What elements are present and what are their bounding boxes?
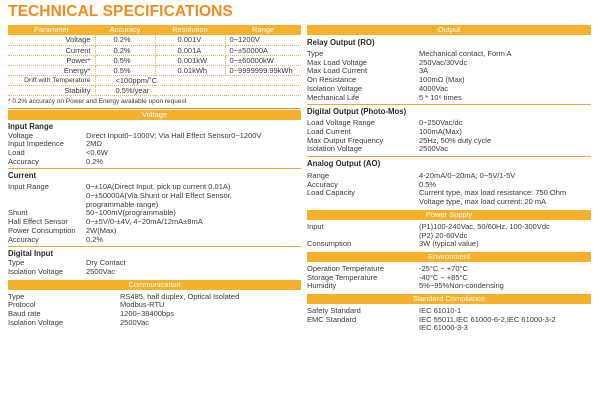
spec-label: Storage Temperature [307, 272, 378, 282]
spec-label: Max Load Current [307, 66, 368, 76]
spec-value: 3W (typical value) [419, 239, 479, 249]
spec-value: 1200~38400bps [120, 309, 175, 319]
param-range: 0~±60000kW [225, 55, 301, 65]
environment-bar: Environment [307, 252, 591, 262]
param-resolution: 0.001kW [155, 55, 225, 65]
spec-label: Voltage [8, 130, 34, 140]
divider [8, 108, 301, 109]
spec-value-line: IEC 55011,IEC 61000-6-2,IEC 61000-3-2 [419, 314, 556, 324]
spec-value: 100mΩ (Max) [419, 75, 465, 85]
spec-label: Type [8, 291, 25, 301]
spec-value: 3A [419, 66, 429, 76]
spec-label: Type [8, 258, 25, 268]
spec-label: Power Consumption [8, 225, 76, 235]
header-range: Range [225, 25, 301, 35]
spec-row [8, 319, 301, 328]
param-range: 0~±50000A [225, 45, 301, 55]
spec-value-line: IEC 61000-3-3 [419, 323, 468, 333]
standard-compliance-bar: Standard Compliance [307, 294, 591, 304]
param-name: Power* [8, 55, 95, 65]
input-range-heading: Input Range [8, 121, 54, 131]
spec-table [8, 25, 301, 96]
accuracy-note: * 0.2% accuracy on Power and Energy available upon request [8, 97, 187, 105]
spec-value: -25°C ~ +70°C [419, 263, 468, 273]
spec-value: 0~250Vac/dc [419, 118, 463, 128]
current-heading: Current [8, 171, 37, 181]
spec-label: Safety Standard [307, 306, 361, 316]
stability-label: Stability [8, 85, 95, 95]
spec-value: Dry Contact [86, 258, 126, 268]
header-accuracy: Accuracy [95, 25, 155, 35]
spec-row [8, 227, 301, 236]
param-resolution: 0.001V [155, 35, 225, 45]
spec-row [8, 183, 301, 209]
spec-value [419, 316, 591, 333]
spec-value: RS485, half duplex, Optical Isolated [120, 291, 240, 301]
spec-label: Isolation Voltage [8, 317, 64, 327]
param-name: Voltage [8, 35, 95, 45]
spec-value: 0.2% [86, 156, 104, 166]
spec-row [307, 316, 591, 333]
spec-row [8, 268, 301, 277]
spec-row [307, 282, 591, 291]
spec-label: Load [8, 147, 25, 157]
param-accuracy: 0.2% [95, 45, 155, 55]
header-resolution: Resolution [155, 25, 225, 35]
spec-label: Input Impedence [8, 139, 64, 149]
spec-row [307, 223, 591, 240]
spec-value-line: (P2) 20-60Vdc [419, 230, 468, 240]
page-title: TECHNICAL SPECIFICATIONS [8, 3, 233, 20]
voltage-bar: Voltage [8, 110, 301, 120]
param-resolution: 0.001A [155, 45, 225, 55]
drift-value: <100ppm/˚C [95, 75, 301, 85]
spec-value: Mechanical contact, Form A [419, 49, 512, 58]
spec-label: Mechanical Life [307, 92, 360, 102]
spec-value-line: Voltage type, max load current: 20 mA [419, 197, 547, 207]
spec-value: 4000Vac [419, 83, 449, 93]
spec-label: Isolation Voltage [8, 266, 64, 276]
digital-input-heading: Digital Input [8, 249, 54, 259]
spec-value: 2500Vac [120, 317, 150, 327]
spec-value: 2W(Max) [86, 225, 117, 235]
param-resolution: 0.01kWh [155, 65, 225, 75]
spec-table-header [8, 25, 301, 35]
spec-row [307, 172, 591, 181]
spec-value: 2MΩ [86, 139, 103, 149]
spec-label: Load Capacity [307, 188, 355, 198]
communication-bar: Communication [8, 280, 301, 290]
spec-value: 4-20mA/0~20mA; 0~5V/1-5V [419, 171, 516, 181]
power-supply-bar: Power Supply [307, 210, 591, 220]
spec-label: Shunt [8, 208, 28, 218]
spec-value: Modbus-RTU [120, 300, 165, 310]
spec-row [8, 236, 301, 245]
relay-output-heading: Relay Output (RO) [307, 38, 375, 47]
spec-label: Consumption [307, 239, 352, 249]
spec-label: EMC Standard [307, 314, 357, 324]
spec-label: On Resistance [307, 75, 357, 85]
spec-value: 0.2% [86, 234, 104, 244]
spec-label: Operation Temperature [307, 263, 384, 273]
analog-output-heading: Analog Output (AO) [307, 159, 381, 169]
spec-value: 2500Vac [419, 144, 449, 154]
spec-label: Accuracy [8, 234, 39, 244]
spec-value-line: 0~±10A(Direct Input, pick up current 0.01A) [86, 182, 231, 192]
spec-label: Isolation Voltage [307, 144, 363, 154]
spec-value: 25Hz, 50% duty cycle [419, 135, 492, 145]
spec-value: 2500Vac [86, 266, 116, 276]
spec-label: Protocol [8, 300, 36, 310]
param-accuracy: 0.2% [95, 35, 155, 45]
spec-label: Load Voltage Range [307, 118, 375, 128]
spec-value [419, 189, 591, 206]
drift-label: Drift with Temperature [8, 75, 95, 85]
spec-value: <0.6W [86, 147, 108, 157]
table-row [8, 45, 301, 55]
spec-label: Input Range [8, 182, 49, 192]
spec-value: IEC 61010-1 [419, 306, 462, 316]
spec-row [307, 94, 591, 103]
spec-label: Max Load Voltage [307, 57, 368, 67]
spec-value [86, 183, 301, 209]
spec-label: Type [307, 49, 324, 58]
spec-label: Isolation Voltage [307, 83, 363, 93]
spec-label: Accuracy [307, 179, 338, 189]
photomos-heading: Digital Output (Photo-Mos) [307, 107, 407, 117]
spec-value: 0.5% [419, 179, 437, 189]
stability-value: 0.5%/year [95, 85, 301, 95]
spec-label: Max Output Frequency [307, 135, 384, 145]
param-accuracy: 0.5% [95, 65, 155, 75]
spec-label: Accuracy [8, 156, 39, 166]
spec-label: Humidity [307, 281, 337, 291]
param-range: 0~1200V [225, 35, 301, 45]
spec-label: Range [307, 171, 330, 181]
table-row [8, 35, 301, 45]
spec-value [419, 223, 591, 240]
spec-row [8, 158, 301, 167]
spec-value: 50~100mV(programmable) [86, 208, 176, 218]
spec-value: 5 * 10⁶ times [419, 92, 462, 102]
spec-label: Hall Effect Sensor [8, 217, 68, 227]
spec-row [307, 145, 591, 154]
spec-row [307, 240, 591, 249]
param-name: Energy* [8, 65, 95, 75]
spec-label: Input [307, 221, 324, 231]
table-row [8, 85, 301, 95]
spec-row [8, 140, 301, 149]
output-bar: Output [307, 25, 591, 35]
spec-value: 0~±5V/0-±4V, 4~20mA/12mA±8mA [86, 217, 203, 227]
spec-value: -40°C ~ +85°C [419, 272, 468, 282]
table-row [8, 75, 301, 85]
left-column [8, 25, 301, 327]
spec-label: Baud rate [8, 309, 41, 319]
spec-value: 5%~95%Non-condensing [419, 281, 504, 291]
spec-value: 100mA(Max) [419, 126, 462, 136]
table-row [8, 55, 301, 65]
spec-row [307, 189, 591, 206]
table-row [8, 65, 301, 75]
spec-value-line: 0~±50000A(Via Shunt or Hall Effect Sensor, [86, 191, 232, 201]
spec-label: Load Current [307, 126, 351, 136]
spec-value-line: Current type, max load resistance: 750 Ohm [419, 188, 567, 198]
spec-row [8, 149, 301, 158]
param-range: 0~9999999.99kWh [225, 65, 301, 75]
spec-value: Direct Input0~1000V; Via Hall Effect Sensor0~1200V [86, 130, 262, 140]
header-parameter: Parameter [8, 25, 95, 35]
spec-value-line: programmable range) [86, 199, 159, 209]
right-column [307, 25, 591, 333]
param-accuracy: 0.5% [95, 55, 155, 65]
spec-value: 250Vac/30Vdc [419, 57, 468, 67]
param-name: Current [8, 45, 95, 55]
spec-value-line: (P1)100-240Vac, 50/60Hz, 100-300Vdc [419, 221, 550, 231]
